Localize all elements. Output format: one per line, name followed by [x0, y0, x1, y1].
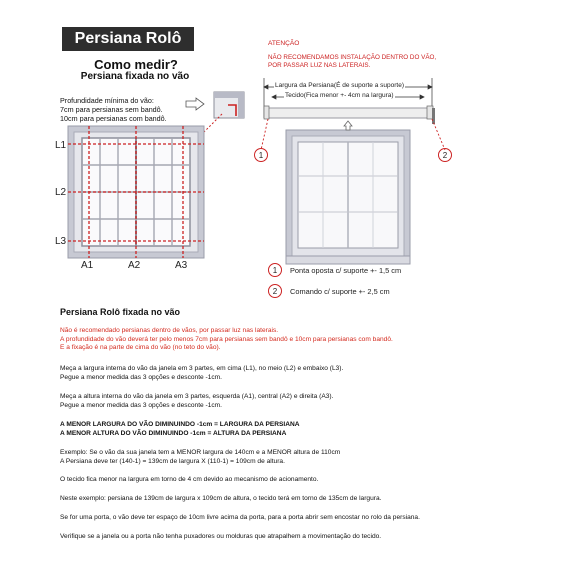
fabric-measure-label: Tecido(Fica menor +- 4cm na largura) [285, 92, 394, 99]
note-fabric-width: O tecido fica menor na largura em torno de 4 cm devido ao mecanismo de acionamento. [60, 476, 319, 483]
example-block [60, 449, 560, 466]
legend-2-marker: 2 [268, 284, 282, 298]
red-warning-line: Não é recomendado persianas dentro de vãos, por passar luz nas laterais. [60, 327, 279, 334]
formula-line: A MENOR LARGURA DO VÃO DIMINUINDO -1cm = LARGURA DA PERSIANA [60, 421, 300, 428]
legend-1-marker: 1 [268, 263, 282, 277]
how-to-measure-heading: Como medir? [94, 57, 178, 72]
red-warning-block [60, 327, 560, 353]
formula-line: A MENOR ALTURA DO VÃO DIMINUINDO -1cm = ALTURA DA PERSIANA [60, 429, 287, 437]
depth-note-line: Profundidade mínima do vão: [60, 96, 154, 105]
col-label-a3: A3 [175, 260, 188, 271]
warning-line: POR PASSAR LUZ NAS LATERAIS. [268, 62, 371, 69]
depth-note-line: 7cm para persianas sem bandô. [60, 105, 163, 114]
height-step-line: Meça a altura interna do vão da janela em 3 partes, esquerda (A1), central (A2) e direita (A3). [60, 393, 334, 400]
note-handles: Verifique se a janela ou a porta não tenha puxadores ou molduras que atrapalhem a movimentação do tecido. [60, 533, 382, 540]
page-title: Persiana Rolô [62, 27, 194, 51]
row-label-l3: L3 [55, 236, 67, 247]
col-label-a1: A1 [81, 260, 94, 271]
height-step-line: Pegue a menor medida das 3 opções e desconte -1cm. [60, 401, 223, 409]
red-warning-line: A profundidade do vão deverá ter pelo menos 7cm para persianas sem bandô e 10cm para persianas com bandô. [60, 335, 393, 343]
warning-line: NÃO RECOMENDAMOS INSTALAÇÃO DENTRO DO VÃO, [268, 54, 437, 61]
up-arrow-icon [344, 121, 352, 130]
warning-heading: ATENÇÃO [268, 40, 300, 47]
height-steps [60, 393, 560, 410]
legend-2-text: Comando c/ suporte +- 2,5 cm [290, 287, 390, 296]
col-label-a2: A2 [128, 260, 141, 271]
width-step-line: Meça a largura interna do vão da janela em 3 partes, em cima (L1), no meio (L2) e embaixo (L3). [60, 365, 344, 372]
red-warning-line: E a fixação é na parte de cima do vão (no teto do vão). [60, 344, 221, 352]
row-label-l1: L1 [55, 140, 67, 151]
legend-1-text: Ponta oposta c/ suporte +- 1,5 cm [290, 266, 402, 275]
mount-type-heading: Persiana fixada no vão [80, 71, 190, 82]
warning-text [268, 54, 436, 70]
depth-note-line: 10cm para persianas com bandô. [60, 114, 167, 123]
callout-1-marker: 1 [254, 148, 268, 162]
note-example-fabric: Neste exemplo: persiana de 139cm de largura x 109cm de altura, o tecido terá em torno de 135cm de largura. [60, 495, 382, 502]
row-label-l2: L2 [55, 187, 67, 198]
example-line: A Persiana deve ter (140-1) = 139cm de largura X (110-1) = 109cm de altura. [60, 457, 285, 465]
formula-block [60, 421, 560, 438]
width-step-line: Pegue a menor medida das 3 opções e desconte -1cm. [60, 373, 223, 381]
width-measure-label: Largura da Persiana(É de suporte a suporte) [275, 82, 404, 89]
depth-detail-icon [186, 92, 244, 118]
note-door: Se for uma porta, o vão deve ter espaço de 10cm livre acima da porta, para a porta abrir sem encostar no rolo da persiana. [60, 514, 420, 521]
callout-2-marker: 2 [438, 148, 452, 162]
example-line: Exemplo: Se o vão da sua janela tem a MENOR largura de 140cm e a MENOR altura de 110cm [60, 449, 341, 456]
section-title: Persiana Rolô fixada no vão [60, 307, 181, 317]
right-window-diagram [268, 108, 428, 264]
width-steps [60, 365, 560, 382]
